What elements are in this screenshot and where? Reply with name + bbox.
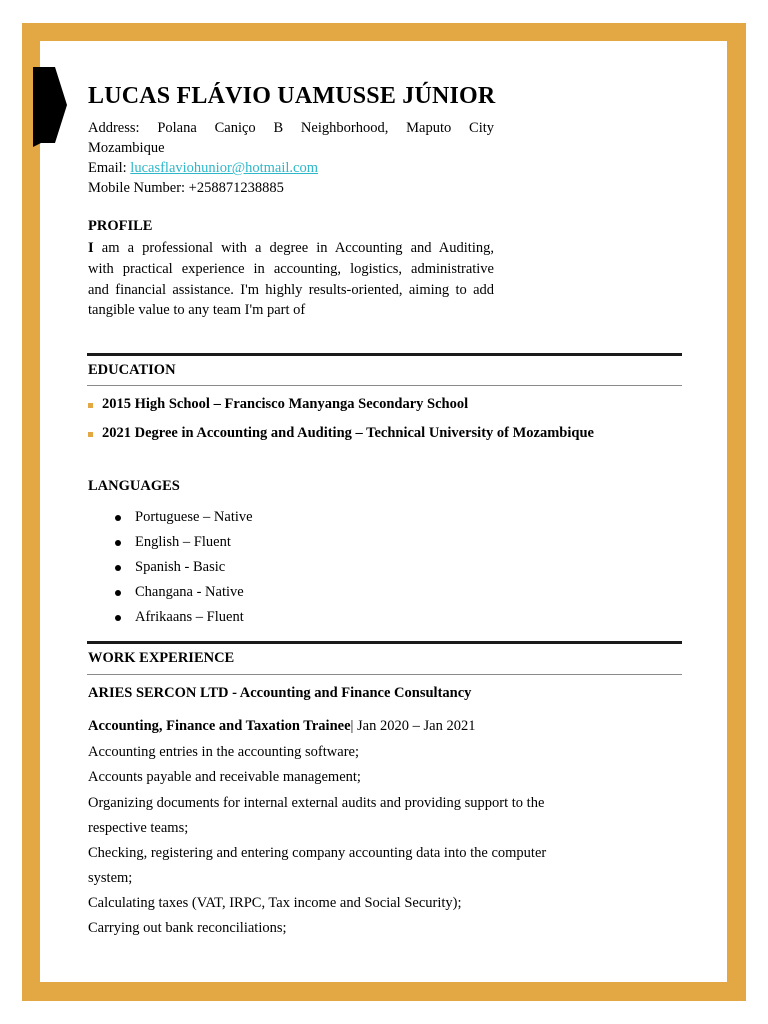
profile-line-4: tangible value to any team I'm part of (88, 302, 306, 318)
work-rule-bottom (87, 674, 682, 675)
duty-item: Organizing documents for internal external audits and providing support to the (88, 795, 545, 811)
language-item: Afrikaans – Fluent (135, 609, 244, 625)
address-line-1: Address: Polana Caniço B Neighborhood, Maputo City (88, 120, 494, 136)
email-link[interactable]: lucasflaviohunior@hotmail.com (130, 160, 319, 176)
language-bullet (115, 615, 121, 621)
work-experience-heading: WORK EXPERIENCE (88, 650, 235, 666)
languages-heading: LANGUAGES (88, 478, 180, 494)
language-bullet (115, 540, 121, 546)
language-bullet (115, 590, 121, 596)
profile-line-1 (88, 238, 494, 258)
email-label: Email: (88, 160, 131, 176)
profile-lead: I (88, 240, 94, 256)
language-bullet (115, 515, 121, 521)
candidate-name: LUCAS FLÁVIO UAMUSSE JÚNIOR (88, 83, 496, 109)
profile-line-2: with practical experience in accounting, logistics, administrative (88, 261, 494, 277)
duty-item: Carrying out bank reconciliations; (88, 920, 287, 936)
education-rule-top (87, 353, 682, 356)
education-item: 2015 High School – Francisco Manyanga Secondary School (102, 396, 469, 412)
company-name: ARIES SERCON LTD - Accounting and Finance Consultancy (88, 685, 472, 701)
duty-item: Accounting entries in the accounting software; (88, 744, 359, 760)
education-bullet (88, 432, 93, 437)
duty-item: Accounts payable and receivable management; (88, 769, 361, 785)
job-period: | Jan 2020 – Jan 2021 (350, 718, 476, 734)
profile-line-3: and financial assistance. I'm highly results-oriented, aiming to add (88, 282, 494, 298)
duty-item: respective teams; (88, 820, 189, 836)
mobile-number: Mobile Number: +258871238885 (88, 180, 284, 196)
language-bullet (115, 565, 121, 571)
profile-heading: PROFILE (88, 218, 153, 234)
duty-item: system; (88, 870, 133, 886)
job-role: Accounting, Finance and Taxation Trainee (88, 718, 351, 734)
education-bullet (88, 403, 93, 408)
language-item: Changana - Native (135, 584, 244, 600)
education-heading: EDUCATION (88, 362, 176, 378)
education-rule-bottom (87, 385, 682, 386)
black-tab-marker (33, 67, 67, 147)
work-rule-top (87, 641, 682, 644)
profile-line-1-text: am a professional with a degree in Accounting and Auditing, (93, 240, 494, 256)
education-item: 2021 Degree in Accounting and Auditing – Technical University of Mozambique (102, 425, 594, 441)
job-title-line (88, 716, 475, 736)
language-item: English – Fluent (135, 534, 231, 550)
email-line (88, 158, 318, 178)
duty-item: Calculating taxes (VAT, IRPC, Tax income and Social Security); (88, 895, 462, 911)
language-item: Spanish - Basic (135, 559, 226, 575)
language-item: Portuguese – Native (135, 509, 253, 525)
duty-item: Checking, registering and entering company accounting data into the computer (88, 845, 547, 861)
address-line-2: Mozambique (88, 140, 165, 156)
